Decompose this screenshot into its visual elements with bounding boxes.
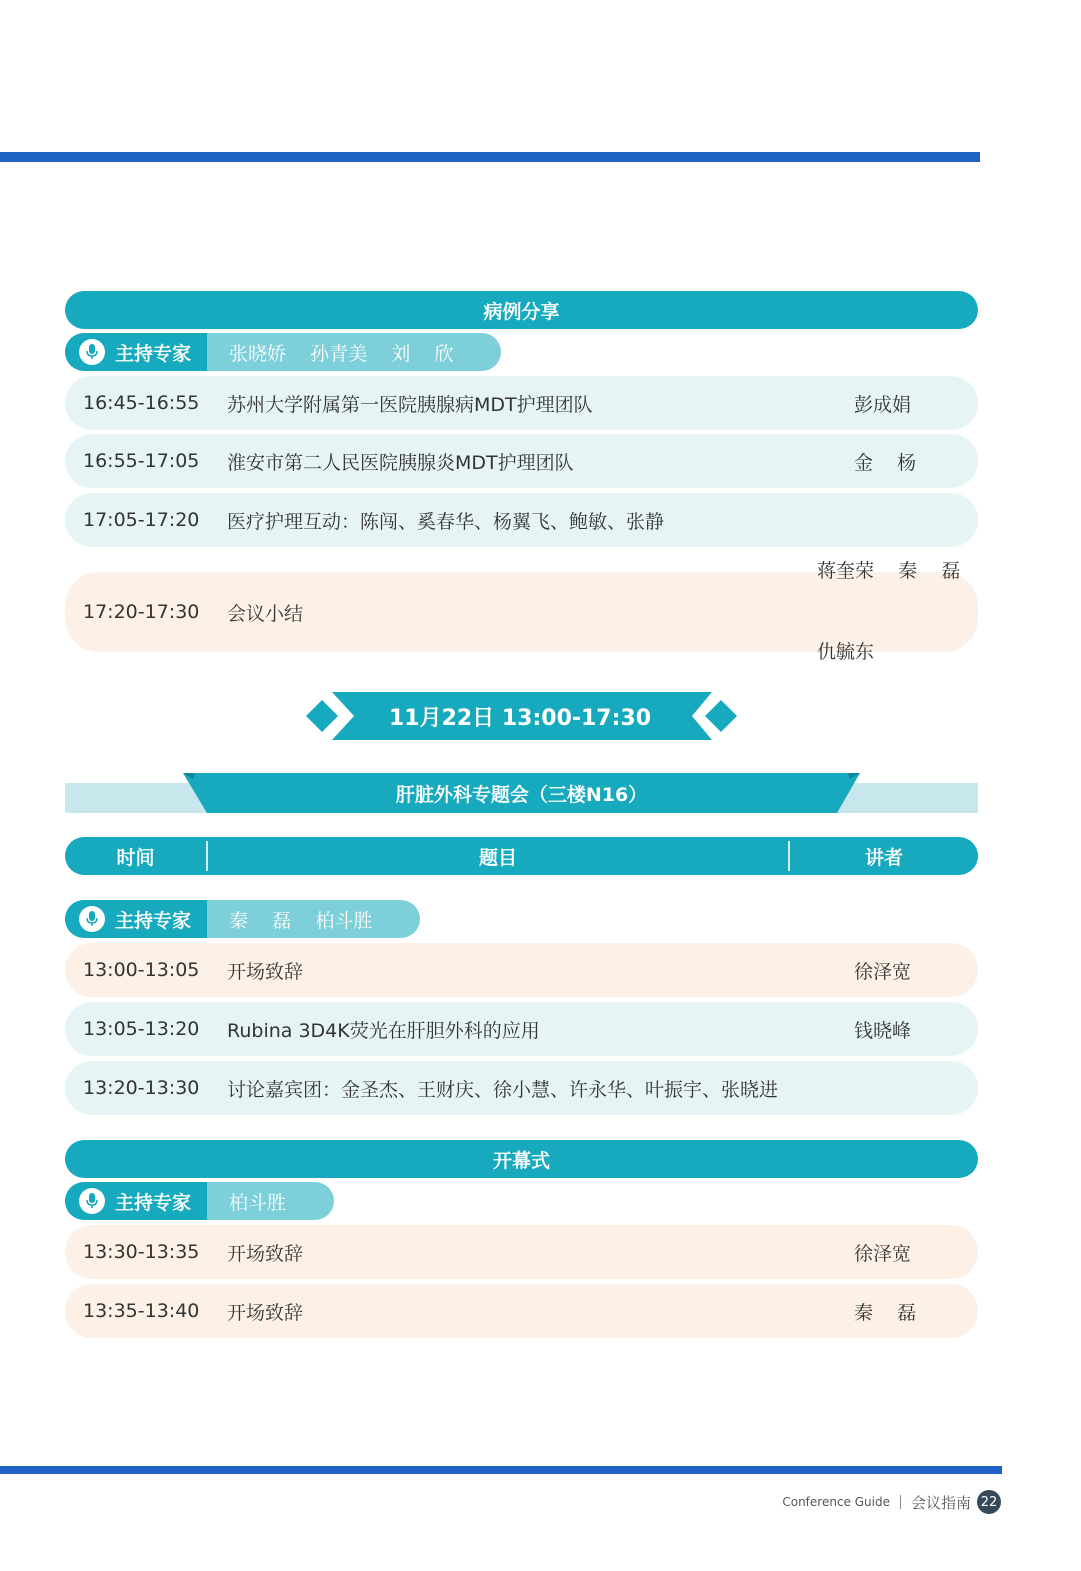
row-time: 13:35-13:40	[83, 1300, 200, 1322]
row-topic: 会议小结	[227, 602, 304, 625]
venue-title: 肝脏外科专题会（三楼N16）	[395, 783, 648, 806]
row-topic: Rubina 3D4K荧光在肝胆外科的应用	[227, 1019, 540, 1042]
footer-english: Conference Guide	[782, 1495, 890, 1509]
host-names: 柏斗胜	[229, 1191, 287, 1214]
row-topic: 苏州大学附属第一医院胰腺病MDT护理团队	[227, 393, 593, 416]
host-label: 主持专家	[115, 1191, 192, 1214]
top-rule	[0, 152, 980, 162]
session-title-opening: 开幕式	[65, 1140, 978, 1178]
row-time: 17:20-17:30	[83, 601, 200, 623]
microphone-icon	[79, 1188, 105, 1214]
row-speakers	[817, 504, 960, 720]
row-time: 13:05-13:20	[83, 1018, 200, 1040]
bottom-rule	[0, 1466, 1002, 1474]
row-speaker: 钱晓峰	[854, 1019, 912, 1042]
row-time: 16:55-17:05	[83, 450, 200, 472]
row-topic: 开场致辞	[227, 1242, 304, 1265]
speaker-line: 蒋奎荣 秦 磊	[817, 560, 961, 582]
host-tag	[65, 333, 207, 371]
row-topic: 淮安市第二人民医院胰腺炎MDT护理团队	[227, 451, 574, 474]
host-tag	[65, 1182, 207, 1220]
row-speaker: 金 杨	[854, 451, 917, 474]
host-names: 秦 磊 柏斗胜	[229, 909, 373, 932]
venue-banner	[65, 773, 978, 813]
page-number: 22	[977, 1490, 1001, 1514]
microphone-icon	[79, 339, 105, 365]
table-row	[65, 943, 978, 997]
host-label: 主持专家	[115, 909, 192, 932]
table-row	[65, 1002, 978, 1056]
header-topic: 题目	[478, 846, 517, 869]
row-topic: 开场致辞	[227, 960, 304, 983]
header-time: 时间	[116, 846, 155, 869]
row-time: 17:05-17:20	[83, 509, 200, 531]
row-speaker: 秦 磊	[854, 1301, 917, 1324]
row-time: 16:45-16:55	[83, 392, 200, 414]
date-banner	[300, 692, 740, 740]
host-names: 张晓娇 孙青美 刘 欣	[229, 342, 454, 365]
table-row	[65, 434, 978, 488]
header-speaker: 讲者	[864, 846, 903, 869]
row-time: 13:20-13:30	[83, 1077, 200, 1099]
table-row	[65, 1061, 978, 1115]
date-banner-text: 11月22日 13:00-17:30	[388, 705, 652, 731]
row-time: 13:00-13:05	[83, 959, 200, 981]
table-header	[65, 837, 978, 875]
row-speaker: 徐泽宽	[854, 960, 912, 983]
session-title-case-sharing: 病例分享	[65, 291, 978, 329]
speaker-line: 仇毓东	[817, 641, 875, 663]
table-row	[65, 376, 978, 430]
table-row	[65, 1284, 978, 1338]
host-tag	[65, 900, 207, 938]
row-topic: 开场致辞	[227, 1301, 304, 1324]
footer-divider	[900, 1495, 901, 1509]
footer	[782, 1490, 1001, 1514]
host-label: 主持专家	[115, 342, 192, 365]
summary-row	[65, 560, 978, 663]
footer-chinese: 会议指南	[910, 1493, 971, 1512]
row-topic: 医疗护理互动：陈闯、奚春华、杨翼飞、鲍敏、张静	[227, 510, 665, 533]
microphone-icon	[79, 906, 105, 932]
row-speaker: 徐泽宽	[854, 1242, 912, 1265]
table-row	[65, 1225, 978, 1279]
host-bar	[65, 333, 501, 371]
host-bar	[65, 1182, 334, 1220]
host-bar	[65, 900, 420, 938]
row-speaker: 彭成娟	[854, 393, 912, 416]
row-time: 13:30-13:35	[83, 1241, 200, 1263]
row-topic: 讨论嘉宾团：金圣杰、王财庆、徐小慧、许永华、叶振宇、张晓进	[227, 1078, 779, 1101]
